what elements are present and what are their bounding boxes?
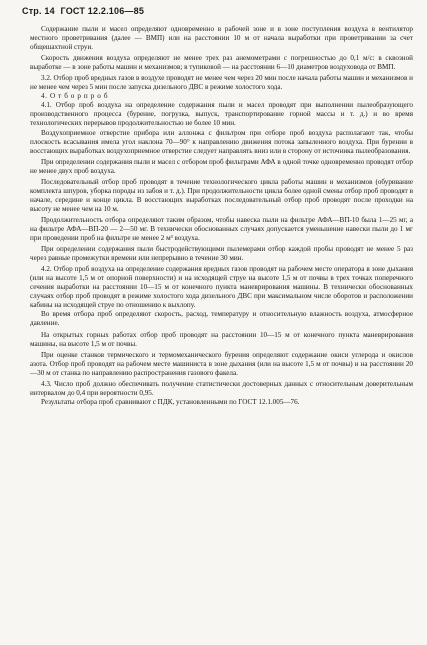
page-number: Стр. 14 — [22, 6, 55, 16]
paragraph-4-3: 4.3. Число проб должно обеспечивать получение статистически достоверных данных с относительным доверительным интервалом до 0,4 при вероятности 0,95. — [30, 379, 413, 397]
paragraph-thermal-drilling: При оценке станков термического и термомеханического бурения определяют содержание окиси углерода и окислов азота. Отбор проб проводят на рабочем месте машиниста в зоне дыхания (или на высоте 1,5 м от почвы) и на расстоянии 20—30 м от станка по направлению распространения газового факела. — [30, 350, 413, 377]
paragraph-sequential-sampling: Последовательный отбор проб проводят в течение технологического цикла работы машин и механизмов (обуривание комплекта шпуров, уборка породы из забоя и т. д.). При продолжительности цикла более одной смены отбор проб проводят в начале, середине и конце цикла. В восстающих выработках последовательный отбор проб проводят после проходки на высоту не менее чем на 10 м. — [30, 177, 413, 213]
document-body — [30, 25, 413, 407]
paragraph-dust-meters: При определении содержания пыли быстродействующими пылемерами отбор каждой пробы проводят не менее 5 раз через равные промежутки времени или непрерывно в течение 30 мин. — [30, 245, 413, 263]
paragraph-4-1: 4.1. Отбор проб воздуха на определение содержания пыли и масел проводят при выполнении пылеобразующего производственного процесса (бурение, погрузка, выпуск, транспортирование горной массы и т. д.) и во время технологических перерывов продолжительностью не более 10 мин. — [30, 101, 413, 128]
paragraph-4-2: 4.2. Отбор проб воздуха на определение содержания вредных газов проводят на рабочем месте оператора в зоне дыхания (или на высоте 1,5 м от опорной поверхности) и на исходящей струе на высоте 1,5 м от почвы в трех точках поперечного сечения выработки на расстоянии 10—15 м от конечного пункта маневрирования машины. В технически обоснованных случаях отбор проб проводят в режиме холостого хода дизельного ДВС при максимальном числе оборотов и расположении кабины на исходящей струе по отношению к выхлопу. — [30, 265, 413, 310]
paragraph-sampling-duration: Продолжительность отбора определяют таким образом, чтобы навеска пыли на фильтре АФА—ВП-10 была 1—25 мг, а на фильтре АФА—ВП-20 — 2—50 мг. В технически обоснованных случаях допускается уменьшение навески пыли до 1 мг при проведении проб на фильтре не менее 2 м³ воздуха. — [30, 215, 413, 243]
paragraph-3-2-gas-sampling: 3.2. Отбор проб вредных газов в воздухе проводят не менее чем через 20 мин после начала работы машин и механизмов и не менее чем через 5 мин после запуска дизельного ДВС в режиме холостого хода. — [30, 74, 413, 92]
paragraph-dust-oil-sampling-zone: Содержание пыли и масел определяют одновременно в рабочей зоне и в зоне поступления воздуха в вентилятор местного проветривания (далее — ВМП) или на расстоянии 10 м от начала выработки при проветривании за счет общешахтной струи. — [30, 25, 413, 52]
standard-code: ГОСТ 12.2.106—85 — [60, 6, 145, 16]
paragraph-afa-filters: При определении содержания пыли и масел с отбором проб фильтрами АФА в одной точке одновременно проводят отбор не менее двух проб воздуха. — [30, 157, 413, 175]
paragraph-results-pdk: Результаты отбора проб сравнивают с ПДК, установленными по ГОСТ 12.1.005—76. — [41, 397, 300, 406]
section-heading-sampling: 4. О т б о р п р о б — [41, 92, 109, 101]
paragraph-open-pit: На открытых горных работах отбор проб проводят на расстоянии 10—15 м от конечного пункта маневрирования машины, на высоте 1,5 м от почвы. — [30, 330, 413, 348]
paragraph-air-speed: Скорость движения воздуха определяют не менее трех раз анемометрами с погрешностью до 0,1 м/с: в сквозной выработке — в зоне работы машин и механизмов; в тупиковой — на расстоянии 6—10 диаметров воздуховода от ВМП. — [30, 54, 413, 72]
paragraph-air-parameters: Во время отбора проб определяют скорость, расход, температуру и относительную влажность воздуха, атмосферное давление. — [30, 310, 413, 328]
page-header — [22, 6, 413, 16]
paragraph-intake-opening: Воздухоприемное отверстие прибора или аллонжа с фильтром при отборе проб воздуха располагают так, чтобы плоскость всасывания имела угол наклона 70—90° к направлению движения потока запыленного воздуха. При бурении в восстающих выработках воздухоприемное отверстие следует направлять вниз или в сторону от источника пылеобразования. — [30, 128, 413, 155]
